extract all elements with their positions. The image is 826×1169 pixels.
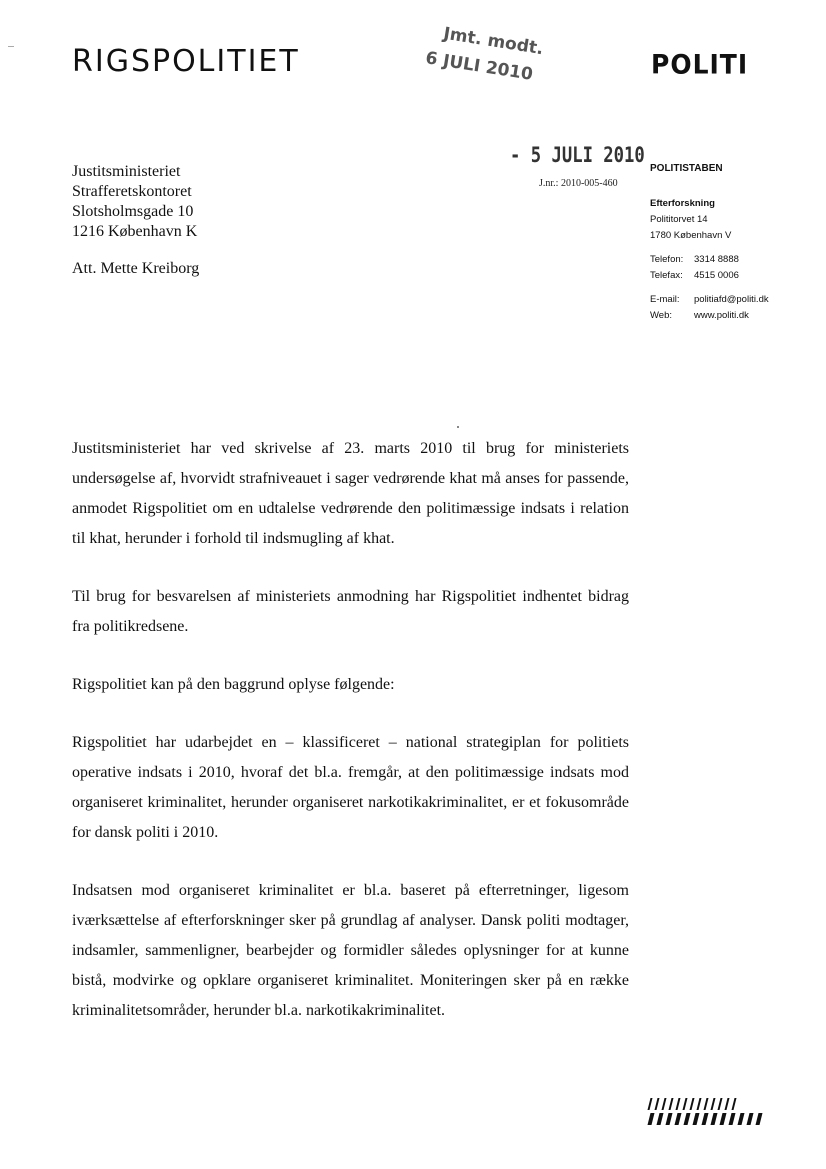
barcode-row-top — [649, 1098, 784, 1110]
barcode-tick — [666, 1113, 673, 1125]
sender-city: 1780 København V — [650, 230, 732, 241]
scan-mark — [8, 46, 14, 47]
sender-fax — [650, 268, 769, 284]
barcode-tick — [662, 1098, 667, 1110]
body-paragraph: Indsatsen mod organiseret kriminalitet er bl.a. baseret på efterretninger, ligesom iværksættelse af efterforskninger sker på grundlag af analyser. Dansk politi modtager, indsamler, sammenligner, bearbejder og formidler således oplysninger for at kunne bistå, modvirke og opklare organiseret kriminalitet. Moniteringen sker på en række kriminalitetsområder, herunder bl.a. narkotikakriminalitet. — [72, 882, 629, 1019]
letter-body — [72, 434, 629, 1054]
recipient-line: Slotsholmsgade 10 — [72, 203, 194, 220]
recipient-line: 1216 København K — [72, 223, 198, 240]
barcode-tick — [648, 1098, 653, 1110]
barcode-tick — [657, 1113, 664, 1125]
journal-number: J.nr.: 2010-005-460 — [539, 178, 618, 189]
sender-unit: Efterforskning — [650, 198, 715, 209]
barcode-graphic — [649, 1098, 784, 1125]
barcode-tick — [675, 1113, 682, 1125]
web-value: www.politi.dk — [694, 310, 749, 321]
received-stamp-label: Jmt. modt. — [442, 23, 545, 60]
sender-department: POLITISTABEN — [650, 163, 723, 174]
barcode-tick — [704, 1098, 709, 1110]
sender-web — [650, 308, 769, 324]
barcode-tick — [669, 1098, 674, 1110]
barcode-tick — [756, 1113, 763, 1125]
recipient-line: Justitsministeriet — [72, 163, 181, 180]
fax-value: 4515 0006 — [694, 270, 739, 281]
barcode-tick — [648, 1113, 655, 1125]
barcode-row-bottom — [649, 1113, 784, 1125]
date-stamp: - 5 JULI 2010 — [510, 143, 645, 167]
barcode-tick — [732, 1098, 737, 1110]
organization-title: RIGSPOLITIET — [72, 44, 300, 79]
sender-block — [650, 161, 769, 324]
barcode-tick — [747, 1113, 754, 1125]
recipient-line: Strafferetskontoret — [72, 183, 192, 200]
attention-line: Att. Mette Kreiborg — [72, 260, 200, 277]
phone-label: Telefon: — [650, 254, 684, 265]
body-paragraph: Justitsministeriet har ved skrivelse af 23. marts 2010 til brug for ministeriets undersøgelse af, hvorvidt strafniveauet i sager vedrørende khat må anses for passende, anmodet Rigspolitiet om en udtalelse vedrørende den politimæssige indsats i relation til khat, herunder i forhold til indsmugling af khat. — [72, 440, 629, 547]
barcode-tick — [693, 1113, 700, 1125]
sender-email — [650, 292, 769, 308]
barcode-tick — [655, 1098, 660, 1110]
web-label: Web: — [650, 310, 673, 321]
barcode-tick — [711, 1113, 718, 1125]
barcode-tick — [720, 1113, 727, 1125]
received-stamp-date: 6 JULI 2010 — [424, 48, 535, 85]
email-value: politiafd@politi.dk — [694, 294, 769, 305]
scan-speck — [457, 426, 459, 428]
barcode-tick — [676, 1098, 681, 1110]
barcode-tick — [690, 1098, 695, 1110]
barcode-tick — [683, 1098, 688, 1110]
barcode-tick — [738, 1113, 745, 1125]
body-paragraph: Rigspolitiet har udarbejdet en – klassificeret – national strategiplan for politiets operative indsats i 2010, hvoraf det bl.a. fremgår, at den politimæssige indsats mod organiseret kriminalitet, herunder organiseret narkotikakriminalitet, er et fokusområde for dansk politi i 2010. — [72, 734, 629, 841]
sender-phone — [650, 252, 769, 268]
barcode-tick — [702, 1113, 709, 1125]
fax-label: Telefax: — [650, 270, 683, 281]
body-paragraph: Til brug for besvarelsen af ministeriets anmodning har Rigspolitiet indhentet bidrag fra politikredsene. — [72, 588, 629, 635]
phone-value: 3314 8888 — [694, 254, 739, 265]
barcode-tick — [729, 1113, 736, 1125]
barcode-tick — [718, 1098, 723, 1110]
politi-logo: POLITI — [651, 49, 749, 80]
barcode-tick — [725, 1098, 730, 1110]
barcode-tick — [697, 1098, 702, 1110]
received-stamp — [419, 24, 570, 125]
body-paragraph: Rigspolitiet kan på den baggrund oplyse følgende: — [72, 676, 395, 693]
sender-street: Polititorvet 14 — [650, 214, 708, 225]
email-label: E-mail: — [650, 294, 680, 305]
barcode-tick — [711, 1098, 716, 1110]
barcode-tick — [684, 1113, 691, 1125]
recipient-address — [72, 162, 197, 242]
